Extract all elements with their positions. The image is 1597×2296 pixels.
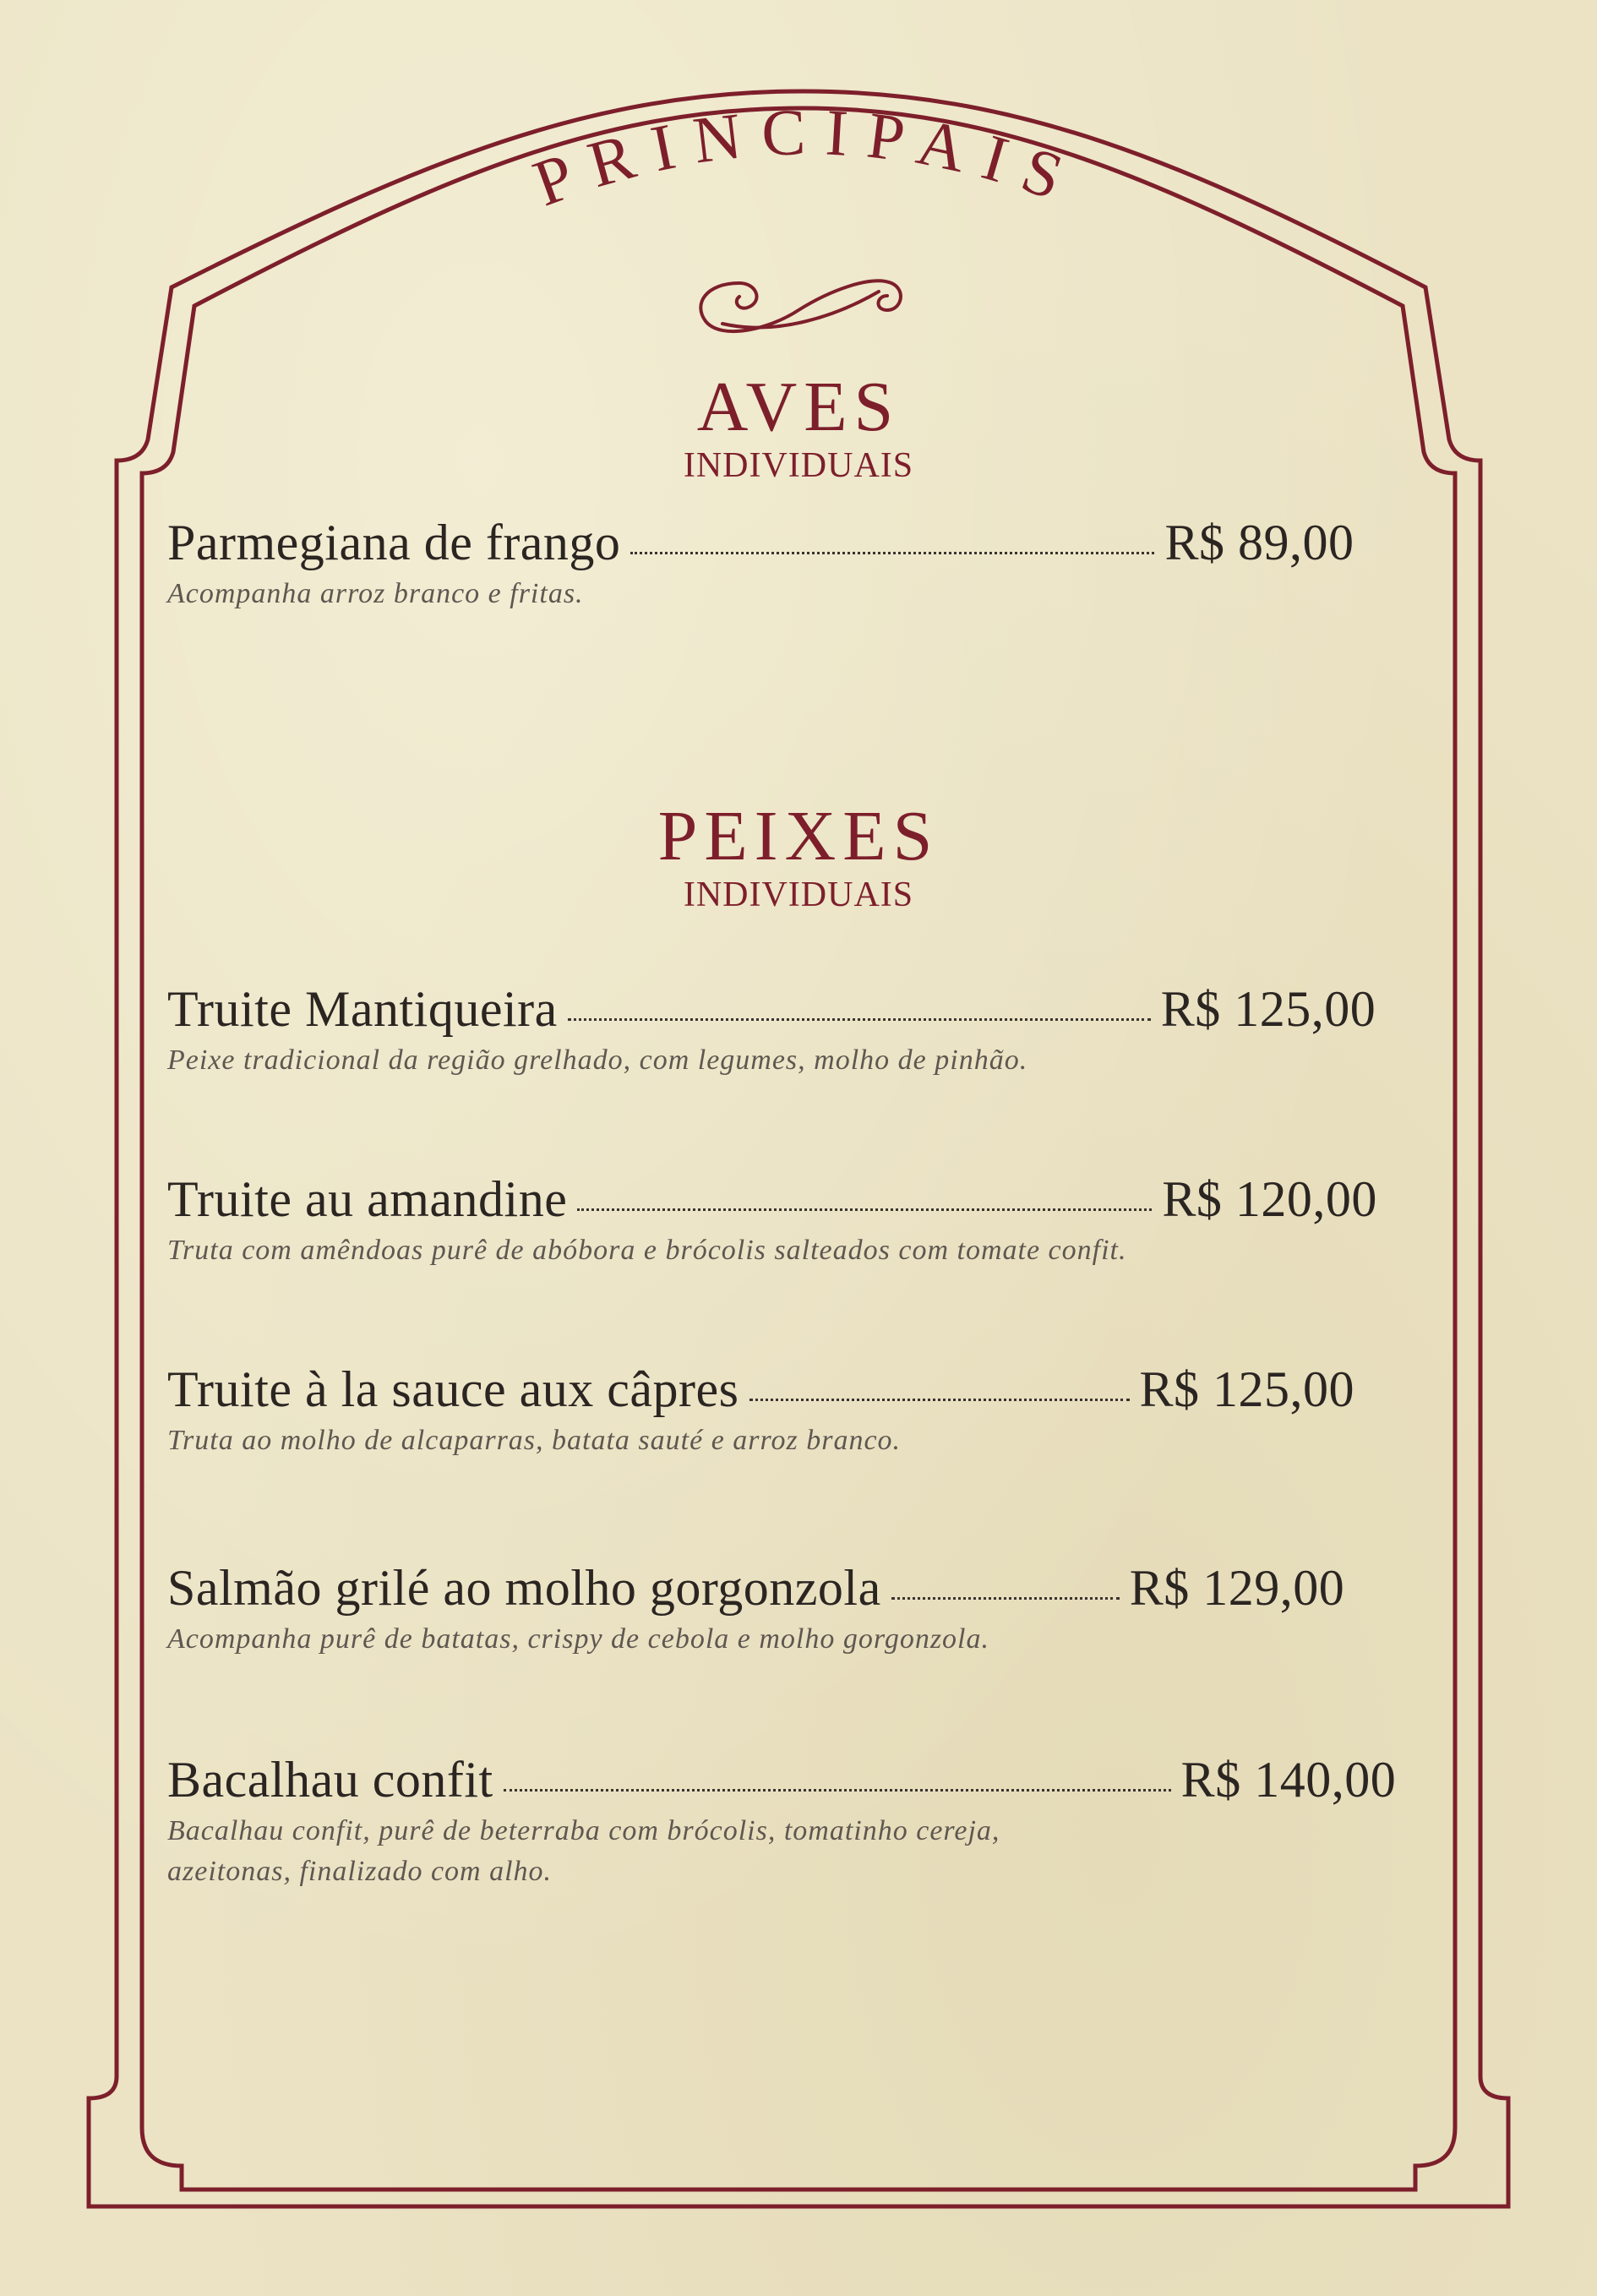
item-description: Acompanha arroz branco e fritas. xyxy=(167,578,584,609)
item-price: R$ 140,00 xyxy=(1180,1752,1397,1808)
menu-item-salmao xyxy=(167,1559,1344,1660)
section-aves-header xyxy=(0,368,1597,485)
section-peixes-header xyxy=(0,797,1597,914)
item-description-line: Bacalhau confit, purê de beterraba com brócolis, tomatinho cereja, xyxy=(167,1815,1000,1846)
menu-item-bacalhau xyxy=(167,1751,1396,1891)
item-description-line: azeitonas, finalizado com alho. xyxy=(167,1855,553,1887)
item-name: Truite à la sauce aux câpres xyxy=(167,1361,739,1417)
dot-leader xyxy=(577,1208,1152,1211)
dot-leader xyxy=(749,1399,1130,1401)
section-subtitle: INDIVIDUAIS xyxy=(683,446,914,485)
flourish-icon xyxy=(689,258,908,351)
item-price: R$ 120,00 xyxy=(1162,1171,1377,1227)
section-title: AVES xyxy=(696,368,901,446)
item-description: Acompanha purê de batatas, crispy de cebola e molho gorgonzola. xyxy=(167,1623,989,1655)
item-name: Truite au amandine xyxy=(167,1171,568,1227)
section-subtitle: INDIVIDUAIS xyxy=(683,875,914,914)
section-title: PEIXES xyxy=(657,797,940,875)
item-name: Parmegiana de frango xyxy=(167,515,621,570)
item-name: Salmão grilé ao molho gorgonzola xyxy=(167,1560,881,1616)
item-name: Truite Mantiqueira xyxy=(167,981,558,1037)
menu-item-truite-amandine xyxy=(167,1170,1377,1271)
item-description: Peixe tradicional da região grelhado, com legumes, molho de pinhão. xyxy=(167,1044,1028,1076)
menu-title-text: PRINCIPAIS xyxy=(524,94,1090,221)
item-description: Truta ao molho de alcaparras, batata sauté e arroz branco. xyxy=(167,1425,902,1456)
item-price: R$ 129,00 xyxy=(1129,1560,1345,1616)
dot-leader xyxy=(504,1789,1171,1792)
menu-item-parmegiana xyxy=(167,514,1354,614)
item-description: Truta com amêndoas purê de abóbora e brócolis salteados com tomate confit. xyxy=(167,1235,1127,1266)
item-price: R$ 125,00 xyxy=(1160,981,1376,1037)
item-price: R$ 125,00 xyxy=(1139,1361,1355,1417)
item-name: Bacalhau confit xyxy=(167,1752,493,1808)
dot-leader xyxy=(568,1018,1151,1021)
item-price: R$ 89,00 xyxy=(1164,515,1354,570)
dot-leader xyxy=(630,552,1154,554)
menu-item-truite-mantiqueira xyxy=(167,980,1376,1081)
menu-item-truite-capres xyxy=(167,1361,1354,1461)
dot-leader xyxy=(891,1597,1120,1600)
